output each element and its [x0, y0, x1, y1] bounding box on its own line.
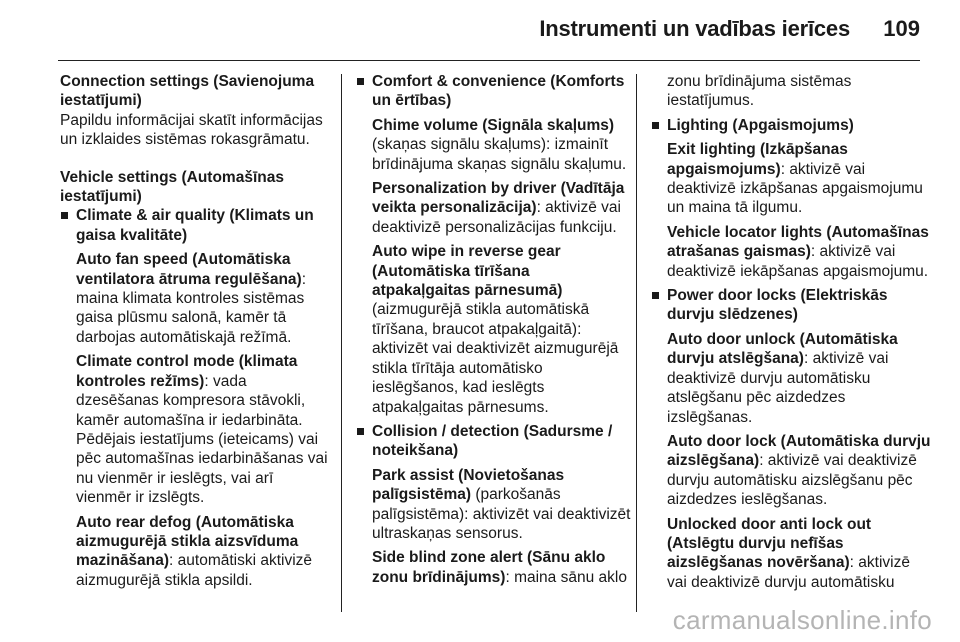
exit-lighting-desc: : aktivizē vai deaktivizē izkāpšanas apgaismojumu un maina tā ilgumu.: [667, 160, 923, 217]
auto-wipe-term: Auto wipe in reverse gear (Automātiska tīrīšana atpakaļgaitas pārnesumā): [372, 243, 563, 300]
auto-rear-defog-term: Auto rear defog (Automātiska aizmugurējā stikla aizsvīduma mazināšana): [76, 513, 299, 570]
auto-wipe-item: [356, 242, 631, 417]
column-1: [60, 72, 330, 595]
page-header: [0, 0, 960, 60]
auto-door-lock-desc: : aktivizē vai deaktivizē durvju automātisku aizslēgšanu pēc aizdedzes ieslēgšanas.: [667, 452, 917, 509]
connection-settings-text: Papildu informācijai skatīt informācijas un izklaides sistēmas rokasgrāmatu.: [60, 111, 323, 149]
vehicle-locator-term: Vehicle locator lights (Automašīnas atrašanas gaismas): [667, 223, 929, 261]
vehicle-settings-heading: Vehicle settings (Automašīnas iestatījumi): [60, 168, 284, 206]
auto-door-unlock-desc: : aktivizē vai deaktivizē durvju automātisku atslēgšanu pēc aizdedzes izslēgšanas.: [667, 350, 889, 426]
anti-lockout-item: [651, 515, 933, 593]
exit-lighting-item: [651, 140, 933, 218]
personalization-desc: : aktivizē vai deaktivizē personalizācijas funkciju.: [372, 199, 621, 236]
vehicle-settings-section: [60, 168, 330, 591]
auto-rear-defog-item: [60, 513, 330, 591]
blind-zone-continued: zonu brīdinājuma sistēmas iestatījumus.: [667, 73, 852, 110]
auto-door-lock-term: Auto door lock (Automātiska durvju aizslēgšana): [667, 432, 931, 470]
climate-control-mode-desc: : vada dzesēšanas kompresora stāvokli, kamēr automašīna ir iedarbināta. Pēdējais iestatījums (ieteicams) vai pēc automašīnas iedarbināšanas vai nu vienmēr ir ieslēgts, vai arī vienmēr ir izslēgts.: [76, 372, 328, 507]
side-blind-zone-item: [356, 548, 631, 587]
page-number: 109: [883, 16, 920, 41]
watermark: carmanualsonline.info: [672, 605, 932, 635]
auto-rear-defog-desc: : automātiski aktivizē aizmugurējā stikla apsildi.: [76, 552, 313, 589]
climate-control-mode-item: [60, 352, 330, 507]
power-door-locks-bullet: Power door locks (Elektriskās durvju slēdzenes): [651, 286, 933, 325]
auto-fan-speed-desc: : maina klimata kontroles sistēmas gaisa plūsmu salonā, kamēr tā darbojas automātiskajā režīmā.: [76, 270, 307, 346]
connection-settings-section: [60, 72, 330, 150]
side-blind-zone-desc: : maina sānu aklo: [505, 568, 627, 586]
page-title: Instrumenti un vadības ierīces: [539, 16, 850, 41]
column-divider-1: [341, 74, 342, 612]
auto-wipe-desc: (aizmugurējā stikla automātiskā tīrīšana, braucot atpakaļgaitā): aktivizēt vai deaktivizēt aizmugurējā stikla tīrītāja automātisko ieslēgšanos, kad ieslēgts atpakaļgaitas pārnesums.: [372, 301, 619, 416]
park-assist-term: Park assist (Novietošanas palīgsistēma): [372, 466, 565, 504]
auto-fan-speed-item: [60, 250, 330, 347]
exit-lighting-term: Exit lighting (Izkāpšanas apgaismojums): [667, 141, 848, 178]
header-divider: [58, 60, 920, 61]
personalization-item: [356, 179, 631, 237]
auto-door-unlock-term: Auto door unlock (Automātiska durvju atslēgšana): [667, 330, 898, 368]
chime-volume-item: [356, 116, 631, 174]
climate-control-mode-term: Climate control mode (klimata kontroles režīms): [76, 353, 298, 390]
side-blind-zone-term: Side blind zone alert (Sānu aklo zonu brīdinājums): [372, 549, 606, 586]
lighting-bullet: Lighting (Apgaismojums): [651, 116, 933, 135]
anti-lockout-term: Unlocked door anti lock out (Atslēgtu durvju nefīšas aizslēgšanas novēršana): [667, 515, 872, 572]
vehicle-locator-desc: : aktivizē vai deaktivizē iekāpšanas apgaismojumu.: [667, 243, 929, 280]
chime-volume-desc: (skaņas signālu skaļums): izmainīt brīdinājuma skaņas signālu skaļumu.: [372, 136, 627, 173]
auto-door-unlock-item: [651, 330, 933, 427]
anti-lockout-desc: : aktivizē vai deaktivizē durvju automātisku: [667, 554, 910, 591]
comfort-bullet: Comfort & convenience (Komforts un ērtības): [356, 72, 631, 111]
park-assist-item: [356, 466, 631, 544]
personalization-term: Personalization by driver (Vadītāja veikta personalizācija): [372, 180, 625, 217]
climate-bullet: Climate & air quality (Klimats un gaisa kvalitāte): [60, 206, 330, 245]
column-3: [651, 72, 933, 597]
column-divider-2: [636, 74, 637, 612]
vehicle-locator-item: [651, 223, 933, 281]
park-assist-desc: (parkošanās palīgsistēma): aktivizēt vai deaktivizēt ultraskaņas sensorus.: [372, 486, 631, 542]
auto-door-lock-item: [651, 432, 933, 510]
collision-bullet: Collision / detection (Sadursme / noteikšana): [356, 422, 631, 461]
column-2: [356, 72, 631, 592]
chime-volume-term: Chime volume (Signāla skaļums): [372, 116, 615, 134]
connection-settings-heading: Connection settings (Savienojuma iestatījumi): [60, 73, 315, 110]
auto-fan-speed-term: Auto fan speed (Automātiska ventilatora ātruma regulēšana): [76, 251, 302, 288]
